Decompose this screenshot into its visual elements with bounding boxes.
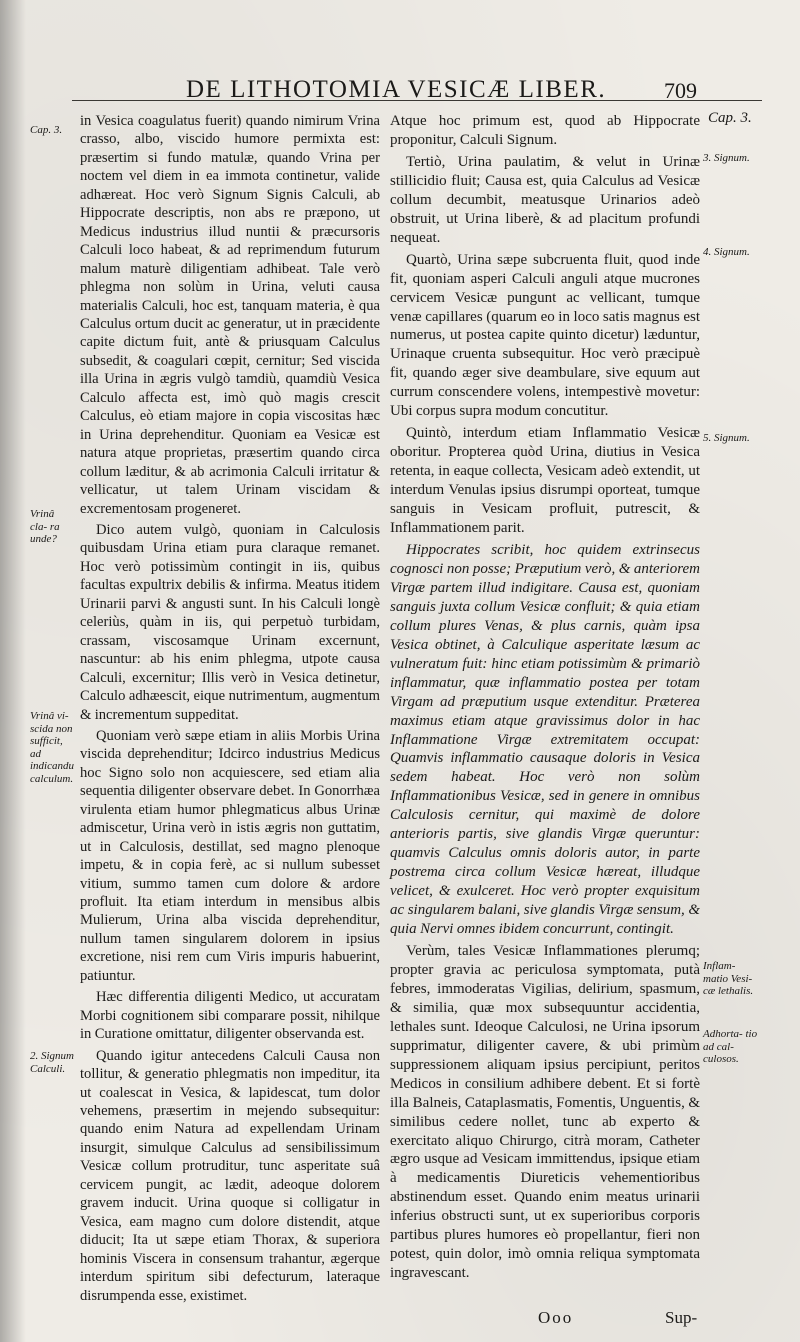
running-head: DE LITHOTOMIA VESICÆ LIBER. — [186, 76, 607, 103]
paragraph: Atque hoc primum est, quod ab Hippocrate proponitur, Calculi Signum. — [390, 113, 700, 148]
gutter-shadow — [0, 0, 26, 1342]
paragraph: Hæc differentia diligenti Medico, ut accuratam Morbi cognitionem sibi comparare possit, nihilque in Curatione omittatur, diligenter observanda est. — [80, 989, 380, 1043]
right-column — [390, 112, 700, 1283]
margin-note-adhortatio: Adhorta- tio ad cal- culosos. — [703, 1028, 758, 1065]
page-number: 709 — [664, 78, 697, 103]
margin-note-signum-2: 2. Signum Calculi. — [30, 1050, 74, 1075]
margin-note-urina-viscida: Vrinâ vi- scida non sufficit, ad indicandu calculum. — [30, 710, 74, 785]
margin-note-signum-5: 5. Signum. — [703, 432, 750, 444]
margin-note-chapter-left: Cap. 3. — [30, 124, 63, 136]
margin-note-urina-clara: Vrinâ cla- ra unde? — [30, 508, 60, 545]
paragraph: Hippocrates scribit, hoc quidem extrinsecus cognosci non posse; Præputium verò, & anteriorem Virgæ partem illud indigitare. Causa est, quoniam sanguis juxta collum Vesicæ confluit; & quia etiam collum plures Venas, & plus carnis, quàm ipsa Vesica obtinet, à Calculique asperitate læsum ac vulneratum fuit: hinc etiam potissimùm & primariò inflammatur, quæ inflammatio postea per totam Virgam ad præputium usque extenditur. Præterea maximus etiam atque gravissimus dolor in hac Inflammatione Virgæ extremitatem occupat: Quamvis inflammatio causaque doloris in Vesica sedem habeat. Hoc verò non solùm Inflammationibus Vesicæ, sed in genere in omnibus Calculosis cernitur, qui maximè de dolore anterioris partis, sive glandis Virgæ queruntur: quamvis Calculus omnis doloris autor, in parte postrema circa collum Vesicæ hæreat, illudque velicet, & exulceret. Hoc verò propter exquisitum ac singularem balani, sive glandis Virgæ sensum, & quia Nervi omnes ibidem concurrunt, contingit. — [390, 541, 700, 938]
paragraph: Dico autem vulgò, quoniam in Calculosis quibusdam Urina etiam pura claraque remanet. Hoc verò potissimùm contingit in iis, quibus facultas expultrix debilis & infirma. Meatus itidem Urinarii parvi & angusti sunt. In his Calculi longè celeriùs, quàm in iis, qui perpetuò turbidam, crassam, viscosamque Urinam excernunt, nascuntur: ab his enim phlegma, utpote causa Calculi, excernitur; Illis verò in Vesica detinetur, Calculo adhæescit, eique nutrimentum, augmentum & incrementum suppeditat. — [80, 521, 380, 723]
margin-note-signum-4: 4. Signum. — [703, 246, 750, 258]
paragraph: in Vesica coagulatus fuerit) quando nimirum Vrina crasso, albo, viscido humore permixta est: præsertim si fundo matulæ, quando Vrina per noctem vel diem in ea immota continetur, valide adhæreat. Hoc verò Signum Signis Calculi, ab Hippocrate descriptis, non abs re præpono, ut Medicus industrius illud nuntii & præcursoris Calculi loco habeat, & ad reprimendum futurum malum maturè diligentiam adhibeat. Tale verò phlegma non solùm in Urina, veluti causa materialis Calculi, hoc est, tanquam materia, è qua Calculus ortum ducit ac generatur, ut in præcidente capite dictum fuit, antè & priusquam Calculus subsedit, & coagulari cœpit, cernitur; Sed viscida illa Urina in ægris vulgò tamdiù, quamdiù Vesica Calculo affecta est, imò quò magis crescit Calculus, eò etiam majore in copia viscositas hæc in Urina deprehenditur. Quoniam ea Vesicæ est natura atque proprietas, præsertim quando circa collum læditur, & ab acrimonia Calculi irritatur & vellicatur, ut talem Urinam viscidam & excrementosam progeneret. — [80, 113, 380, 517]
margin-note-inflammatio: Inflam- matio Vesi- cæ lethalis. — [703, 960, 754, 997]
paragraph: Quintò, interdum etiam Inflammatio Vesicæ oboritur. Propterea quòd Urina, diutius in Vesica retenta, in eaque collecta, Vesicam adeò extendit, ut interdum Venulas ipsius disrumpi oporteat, tumque sanguis in Vesicam profluit, putrescit, & Inflammationem parit. — [390, 425, 700, 537]
margin-note-signum-3: 3. Signum. — [703, 152, 750, 164]
paragraph: Quando igitur antecedens Calculi Causa non tollitur, & generatio phlegmatis non impeditur, ita ut coalescat in Vesica, & lapidescat, tum dolor vehemens, præsertim in mejendo subsequitur: quando enim Natura ad expellendam Urinam insurgit, simulque Calculus ad sensibilissimum Vesicæ collum protruditur, tunc asperitate suâ cervicem pungit, ac lædit, adeoque dolorem gravem inducit. Urina quoque si colligatur in Vesica, eam magno cum dolore distendit, atque diducit; Ita ut sæpe etiam Thorax, & superiora hominis Viscera in consensum trahantur, ægerque interdum spiritum sibi defecturum, lateraque disrumpenda esse, existimet. — [80, 1047, 380, 1304]
signature-mark: Ooo — [538, 1308, 574, 1327]
header-rule — [72, 100, 762, 101]
paragraph: Quoniam verò sæpe etiam in aliis Morbis Urina viscida deprehenditur; Idcirco industrius Medicus hoc Signo solo non acquiescere, sed etiam alia sequentia diligenter observare debet. In Gonorrhæa virulenta etiam humor phlegmaticus albus Urinæ admiscetur, Urina verò in istis ægris non guttatim, ut in Calculosis, destillat, sed magno plenoque impetu, & in copia ferè, ac si nullum subesset vitium, summo tamen cum dolore & ardore profluit. Ita etiam interdum in mensibus albis Mulierum, Urina alba viscida deprehenditur, nullum tamen singularem dolorem in ipsius excretione, nisi rem cum Viris impuris habuerint, patiuntur. — [80, 727, 380, 984]
paragraph: Verùm, tales Vesicæ Inflammationes plerumq; propter gravia ac periculosa symptomata, putà febres, immoderatas Vigilias, delirium, spasmum, & similia, quæ mox subsequuntur accidentia, lethales sunt. Ideoque Calculosi, ne Urina ipsorum supprimatur, diligenter cavere, & ubi primùm suppressionem aliquam ipsius percipiunt, peritos Medicos in consilium adhibere debent. Et si fortè illa Balneis, Cataplasmatis, Fomentis, Unguentis, & similibus cedere nollet, tunc ab experto & exercitato aliquo Chirurgo, citrà moram, Catheter ægro usque ad Vesicam immittendus, ipsique etiam à medicamentis Diureticis vehementioribus abstinendum esset. Quando enim meatus urinarii inferius obstructi sunt, ut ex superioribus corporis partibus plures humores eò propellantur, fieri non potest, quin dolor, imò omnia reliqua symptomata ingravescant. — [390, 942, 700, 1282]
catchword: Sup- — [665, 1308, 698, 1327]
margin-note-chapter-right: Cap. 3. — [708, 110, 752, 126]
paragraph: Quartò, Urina sæpe subcruenta fluit, quod inde fit, quoniam asperi Calculi anguli atque mucrones cervicem Vesicæ pungunt ac vellicant, tumque venæ capillares (quarum eo in loco satis magnus est numerus, ut postea capite quinto dicetur) læduntur, Urinaque cruenta subsequitur. Hoc verò præcipuè fit, quando æger sive deambulare, sive equum aut currum conscendere volens, intempestivè movetur: Ubi corpus supra modum concutitur. — [390, 251, 700, 420]
paragraph: Tertiò, Urina paulatim, & velut in Urinæ stillicidio fluit; Causa est, quia Calculus ad Vesicæ collum decumbit, meatusque Urinarios adeò obstruit, ut Urina liberè, & ad placitum profundi nequeat. — [390, 153, 700, 246]
left-column — [80, 112, 380, 1305]
